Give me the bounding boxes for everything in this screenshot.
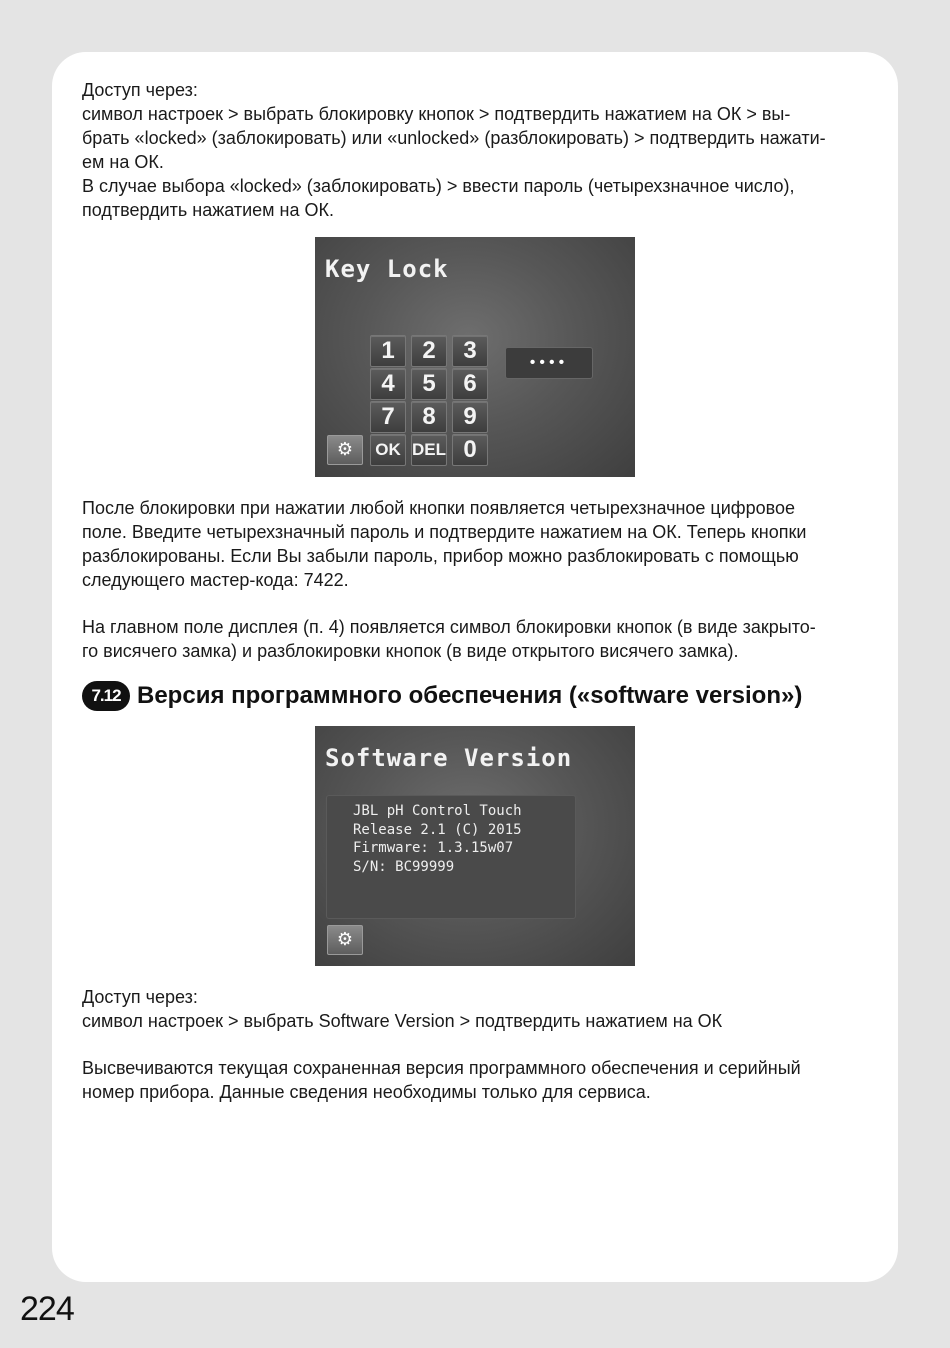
info-line: S/N: BC99999	[353, 858, 455, 875]
software-screen-title: Software Version	[325, 744, 573, 772]
text-line: символ настроек > выбрать блокировку кнопок > подтвердить нажатием на ОК > вы-	[82, 104, 791, 124]
text-line: брать «locked» (заблокировать) или «unlocked» (разблокировать) > подтвердить нажати-	[82, 128, 826, 148]
gear-icon: ⚙	[327, 435, 363, 465]
keypad-key-7: 7	[370, 401, 406, 433]
section-heading	[82, 680, 802, 712]
pin-display: ••••	[505, 347, 593, 379]
keypad-key-8: 8	[411, 401, 447, 433]
unlock-paragraph	[82, 496, 882, 592]
text-line: поле. Введите четырехзначный пароль и подтвердите нажатием на ОК. Теперь кнопки	[82, 522, 807, 542]
access-paragraph-software	[82, 985, 882, 1033]
text-line: На главном поле дисплея (п. 4) появляется символ блокировки кнопок (в виде закрыто-	[82, 617, 816, 637]
keypad-key-6: 6	[452, 368, 488, 400]
software-info-paragraph	[82, 1056, 882, 1104]
text-line: символ настроек > выбрать Software Version > подтвердить нажатием на ОК	[82, 1011, 723, 1031]
keypad-key-4: 4	[370, 368, 406, 400]
keypad-key-del: DEL	[411, 434, 447, 466]
keypad-key-9: 9	[452, 401, 488, 433]
text-line: В случае выбора «locked» (заблокировать) > ввести пароль (четырехзначное число),	[82, 176, 795, 196]
text-line: номер прибора. Данные сведения необходимы только для сервиса.	[82, 1082, 651, 1102]
text-line: Доступ через:	[82, 80, 198, 100]
keylock-screen-image	[315, 237, 635, 477]
keypad-key-3: 3	[452, 335, 488, 367]
text-line: ем на ОК.	[82, 152, 164, 172]
keypad-key-2: 2	[411, 335, 447, 367]
info-line: Firmware: 1.3.15w07	[353, 840, 514, 856]
keylock-screen-title: Key Lock	[325, 255, 449, 283]
keypad-key-5: 5	[411, 368, 447, 400]
info-line: Release 2.1 (C) 2015	[353, 821, 522, 838]
section-number-badge: 7.12	[82, 681, 130, 711]
section-title: Версия программного обеспечения («software version»)	[137, 682, 803, 709]
text-line: Доступ через:	[82, 987, 198, 1007]
gear-icon: ⚙	[327, 925, 363, 955]
page-number: 224	[20, 1290, 74, 1328]
keypad-key-1: 1	[370, 335, 406, 367]
text-line: го висячего замка) и разблокировки кнопок (в виде открытого висячего замка).	[82, 641, 739, 661]
text-line: разблокированы. Если Вы забыли пароль, прибор можно разблокировать с помощью	[82, 546, 799, 566]
lock-symbol-paragraph	[82, 615, 882, 663]
keypad-key-ok: OK	[370, 434, 406, 466]
keypad-key-0: 0	[452, 434, 488, 466]
text-line: Высвечиваются текущая сохраненная версия программного обеспечения и серийный	[82, 1058, 801, 1078]
text-line: После блокировки при нажатии любой кнопки появляется четырехзначное цифровое	[82, 498, 796, 518]
access-paragraph-keylock	[82, 78, 882, 222]
version-info-box	[326, 795, 576, 919]
text-line: следующего мастер-кода: 7422.	[82, 570, 349, 590]
text-line: подтвердить нажатием на ОК.	[82, 200, 334, 220]
software-version-screen-image	[315, 726, 635, 966]
info-line: JBL pH Control Touch	[353, 803, 522, 819]
